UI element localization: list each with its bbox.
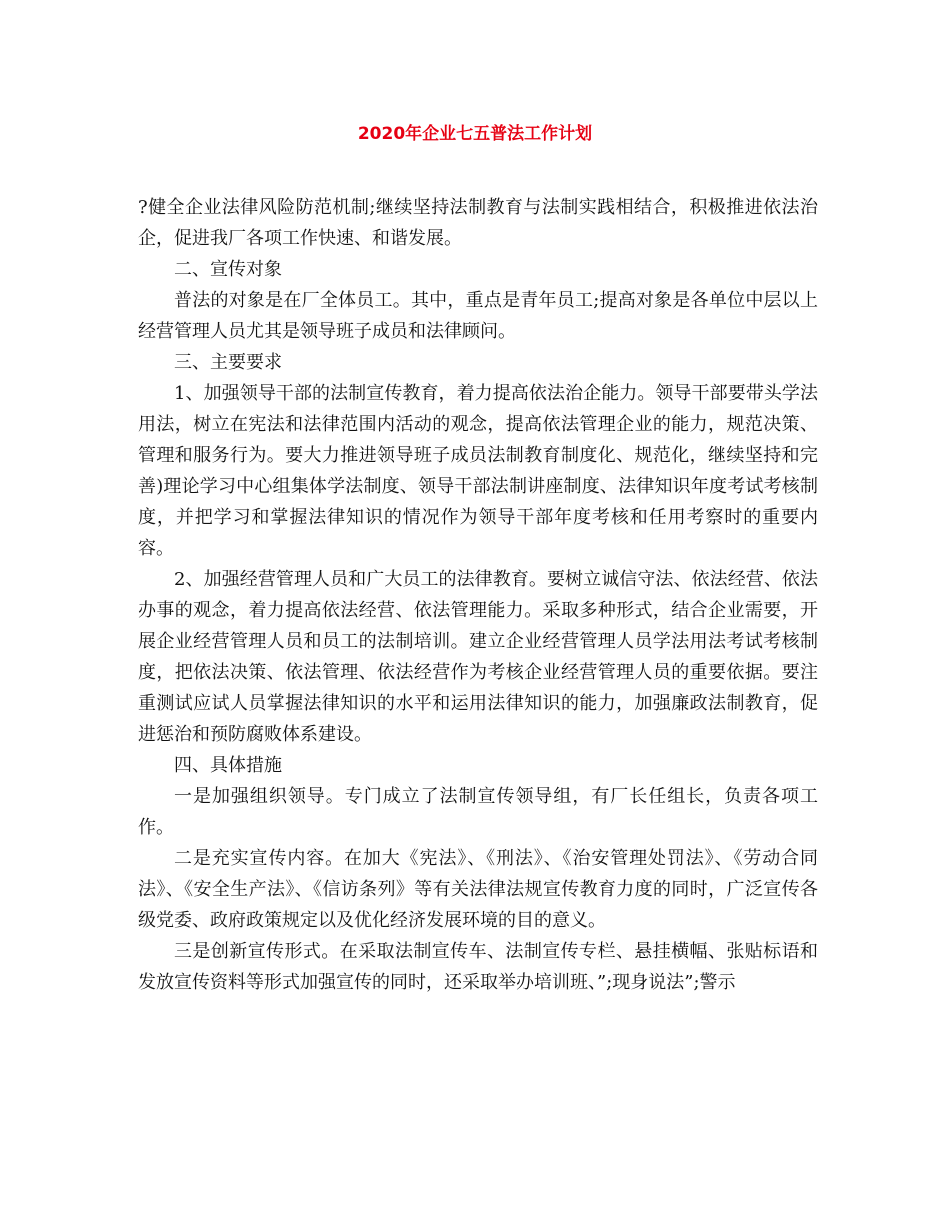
paragraph-requirement-1: 1、加强领导干部的法制宣传教育，着力提高依法治企能力。领导干部要带头学法用法，树立在宪法和法律范围内活动的观念，提高依法管理企业的能力，规范决策、管理和服务行为。要大力推进领导班子成员法制教育制度化、规范化，继续坚持和完善)理论学习中心组集体学法制度、领导干部法制讲座制度、法律知识年度考试考核制度，并把学习和掌握法律知识的情况作为领导干部年度考核和任用考察时的重要内容。 xyxy=(138,383,818,559)
paragraph-measure-2: 二是充实宣传内容。在加大《宪法》、《刑法》、《治安管理处罚法》、《劳动合同法》、《安全生产法》、《信访条列》等有关法律法规宣传教育力度的同时，广泛宣传各级党委、政府政策规定以及优化经济发展环境的目的意义。 xyxy=(138,848,818,931)
heading-specific-measures: 四、具体措施 xyxy=(174,755,282,776)
document-title: 2020年企业七五普法工作计划 xyxy=(357,124,593,144)
paragraph-intro: ?健全企业法律风险防范机制;继续坚持法制教育与法制实践相结合，积极推进依法治企，促进我厂各项工作快速、和谐发展。 xyxy=(138,197,818,249)
heading-propaganda-targets: 二、宣传对象 xyxy=(174,259,282,280)
paragraph-targets: 普法的对象是在厂全体员工。其中，重点是青年员工;提高对象是各单位中层以上经营管理人员尤其是领导班子成员和法律顾问。 xyxy=(138,290,818,342)
heading-main-requirements: 三、主要要求 xyxy=(174,352,282,373)
document-body xyxy=(138,192,818,998)
paragraph-requirement-2: 2、加强经营管理人员和广大员工的法律教育。要树立诚信守法、依法经营、依法办事的观念，着力提高依法经营、依法管理能力。采取多种形式，结合企业需要，开展企业经营管理人员和员工的法制培训。建立企业经营管理人员学法用法考试考核制度，把依法决策、依法管理、依法经营作为考核企业经营管理人员的重要依据。要注重测试应试人员掌握法律知识的水平和运用法律知识的能力，加强廉政法制教育，促进惩治和预防腐败体系建设。 xyxy=(138,569,818,745)
paragraph-measure-3: 三是创新宣传形式。在采取法制宣传车、法制宣传专栏、悬挂横幅、张贴标语和发放宣传资料等形式加强宣传的同时，还采取举办培训班、”;现身说法”;警示 xyxy=(138,941,818,993)
paragraph-measure-1: 一是加强组织领导。专门成立了法制宣传领导组，有厂长任组长，负责各项工作。 xyxy=(138,786,818,838)
